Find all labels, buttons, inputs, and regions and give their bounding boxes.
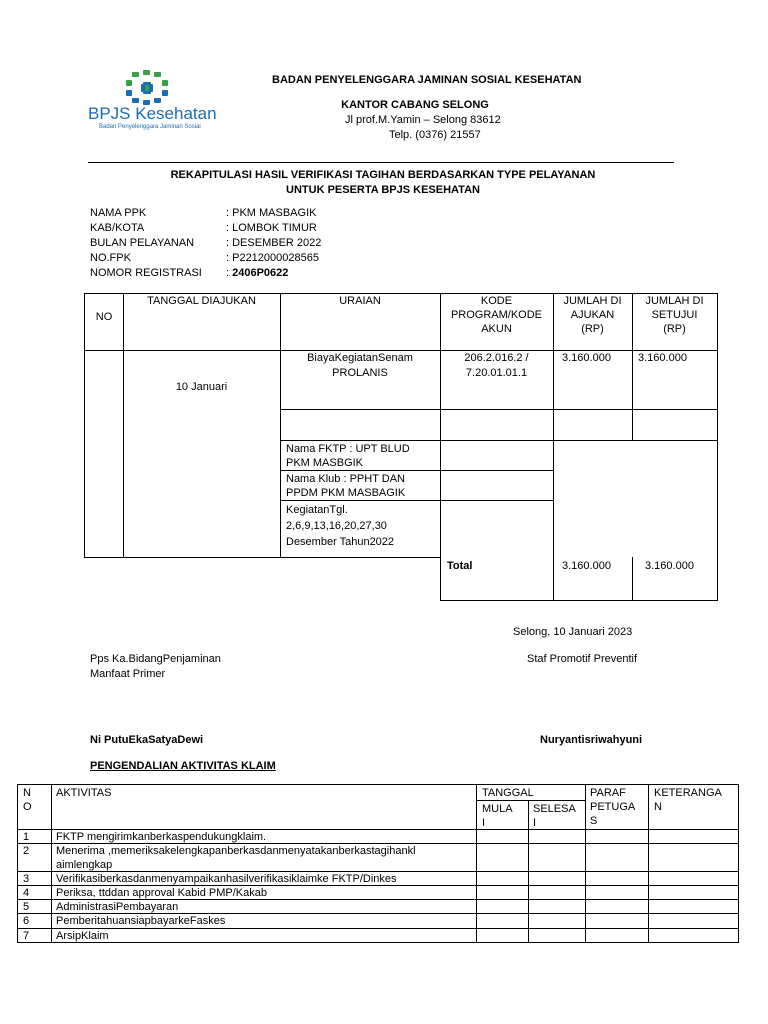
- info-label: NO.FPK: [90, 252, 131, 264]
- fktp-name: [286, 442, 410, 470]
- kode-line: 7.20.01.01.1: [465, 367, 528, 379]
- ctrl-header-keterangan-line: KETERANGA: [654, 787, 722, 799]
- ctrl-header-no-line: N: [23, 787, 31, 799]
- info-label: BULAN PELAYANAN: [90, 237, 195, 249]
- fktp-line: PKM MASBGIK: [286, 457, 364, 469]
- ctrl-header-paraf-line: S: [590, 815, 598, 827]
- left-signatory-role: [90, 652, 221, 682]
- ctrl-row-aktivitas: AdministrasiPembayaran: [56, 901, 179, 913]
- ctrl-header-no-line: O: [23, 801, 32, 813]
- right-signatory-role: Staf Promotif Preventif: [527, 653, 638, 665]
- uraian-line: BiayaKegiatanSenam: [307, 352, 413, 364]
- ctrl-row-aktivitas: PemberitahuansiapbayarkeFaskes: [56, 915, 226, 927]
- ctrl-row-no: 1: [23, 831, 30, 843]
- col-header-ajukan-line: JUMLAH DI: [563, 295, 622, 307]
- uraian-line: PROLANIS: [332, 367, 388, 379]
- report-title-line2: UNTUK PESERTA BPJS KESEHATAN: [286, 184, 480, 196]
- info-value: : LOMBOK TIMUR: [226, 222, 317, 234]
- info-label: NAMA PPK: [90, 207, 147, 219]
- ctrl-row-aktivitas: FKTP mengirimkanberkaspendukungklaim.: [56, 831, 267, 843]
- col-header-no: NO: [95, 311, 113, 323]
- col-header-uraian: URAIAN: [339, 295, 381, 307]
- col-header-ajukan: [553, 294, 632, 336]
- right-signatory-name: Nuryantisriwahyuni: [540, 734, 643, 746]
- kegiatan-dates: [286, 502, 394, 550]
- ctrl-row-aktivitas-line: aimlengkap: [56, 859, 113, 871]
- col-header-setujui: [632, 294, 717, 336]
- ctrl-header-selesai-line: I: [533, 817, 537, 829]
- report-title-line1: REKAPITULASI HASIL VERIFIKASI TAGIHAN BERDASARKAN TYPE PELAYANAN: [170, 169, 596, 181]
- place-date: Selong, 10 Januari 2023: [513, 626, 633, 638]
- ctrl-row-aktivitas: [56, 844, 416, 872]
- ctrl-header-selesai: [533, 802, 576, 830]
- left-role-line: Manfaat Primer: [90, 668, 166, 680]
- ctrl-row-no: 6: [23, 915, 30, 927]
- info-label: KAB/KOTA: [90, 222, 145, 234]
- total-ajukan: 3.160.000: [562, 560, 611, 572]
- ctrl-row-no: 2: [23, 845, 30, 857]
- ctrl-row-aktivitas: Verifikasiberkasdanmenyampaikanhasilverifikasiklaimke FKTP/Dinkes: [56, 873, 397, 885]
- setujui-value: 3.160.000: [638, 352, 687, 364]
- office-address: Jl prof.M.Yamin – Selong 83612: [345, 114, 501, 126]
- kode-line: 206.2.016.2 /: [464, 352, 529, 364]
- control-heading: PENGENDALIAN AKTIVITAS KLAIM: [90, 760, 276, 772]
- ctrl-row-no: 5: [23, 901, 30, 913]
- ctrl-row-no: 4: [23, 887, 30, 899]
- logo-tagline: Badan Penyelenggara Jaminan Sosial: [99, 124, 201, 130]
- ctrl-header-keterangan: [654, 786, 722, 814]
- org-name: BADAN PENYELENGGARA JAMINAN SOSIAL KESEHATAN: [272, 74, 582, 86]
- kegiatan-line: KegiatanTgl.: [286, 504, 348, 516]
- col-header-tanggal: TANGGAL DIAJUKAN: [147, 295, 256, 307]
- col-header-setujui-line: SETUJUI: [651, 309, 698, 321]
- ctrl-header-no: [23, 786, 32, 814]
- ctrl-header-paraf: [590, 786, 635, 828]
- kegiatan-line: Desember Tahun2022: [286, 536, 395, 548]
- info-value: : P2212000028565: [226, 252, 319, 264]
- ctrl-header-mulai-line: I: [482, 817, 486, 829]
- ctrl-header-mulai-line: MULA: [482, 803, 513, 815]
- header-divider: [88, 162, 674, 163]
- fktp-line: Nama FKTP : UPT BLUD: [286, 443, 410, 455]
- ctrl-row-aktivitas: Periksa, ttddan approval Kabid PMP/Kakab: [56, 887, 267, 899]
- ctrl-header-paraf-line: PARAF: [590, 787, 626, 799]
- ctrl-header-selesai-line: SELESA: [533, 803, 576, 815]
- col-header-kode-line: PROGRAM/KODE: [450, 309, 543, 321]
- col-header-kode: [440, 294, 553, 336]
- ctrl-header-paraf-line: PETUGA: [590, 801, 636, 813]
- total-setujui: 3.160.000: [645, 560, 694, 572]
- ctrl-header-tanggal: TANGGAL: [482, 787, 534, 799]
- ajukan-value: 3.160.000: [562, 352, 611, 364]
- info-label: NOMOR REGISTRASI: [90, 267, 202, 279]
- info-value-prefix: :: [226, 267, 233, 279]
- uraian-item: [280, 351, 440, 381]
- logo-emblem-icon: [122, 70, 172, 106]
- ctrl-row-no: 7: [23, 930, 30, 942]
- col-header-ajukan-line: AJUKAN: [570, 309, 615, 321]
- tanggal-value: 10 Januari: [175, 381, 228, 393]
- col-header-kode-line: AKUN: [481, 323, 512, 335]
- ctrl-row-no: 3: [23, 873, 30, 885]
- ctrl-header-keterangan-line: N: [654, 801, 662, 813]
- left-role-line: Pps Ka.BidangPenjaminan: [90, 653, 221, 665]
- ctrl-row-aktivitas: ArsipKlaim: [56, 930, 109, 942]
- col-header-setujui-line: JUMLAH DI: [645, 295, 704, 307]
- klub-line: Nama Klub : PPHT DAN: [286, 473, 406, 485]
- left-signatory-name: Ni PutuEkaSatyaDewi: [90, 734, 204, 746]
- info-value: : DESEMBER 2022: [226, 237, 322, 249]
- total-label: Total: [447, 560, 473, 572]
- info-value: : PKM MASBAGIK: [226, 207, 317, 219]
- klub-name: [286, 472, 405, 500]
- office-phone: Telp. (0376) 21557: [389, 129, 481, 141]
- klub-line: PPDM PKM MASBAGIK: [286, 487, 406, 499]
- col-header-ajukan-line: (RP): [581, 323, 604, 335]
- logo-brand-text: BPJS Kesehatan: [88, 104, 217, 123]
- office-name: KANTOR CABANG SELONG: [341, 99, 489, 111]
- col-header-kode-line: KODE: [480, 295, 513, 307]
- col-header-setujui-line: (RP): [663, 323, 686, 335]
- kegiatan-line: 2,6,9,13,16,20,27,30: [286, 520, 387, 532]
- ctrl-row-aktivitas-line: Menerima ,memeriksakelengkapanberkasdanmenyatakanberkastagihankl: [56, 845, 416, 857]
- kode-value: [440, 351, 553, 381]
- ctrl-header-mulai: [482, 802, 513, 830]
- ctrl-header-aktivitas: AKTIVITAS: [56, 787, 112, 799]
- info-value-registration: 2406P0622: [232, 267, 289, 279]
